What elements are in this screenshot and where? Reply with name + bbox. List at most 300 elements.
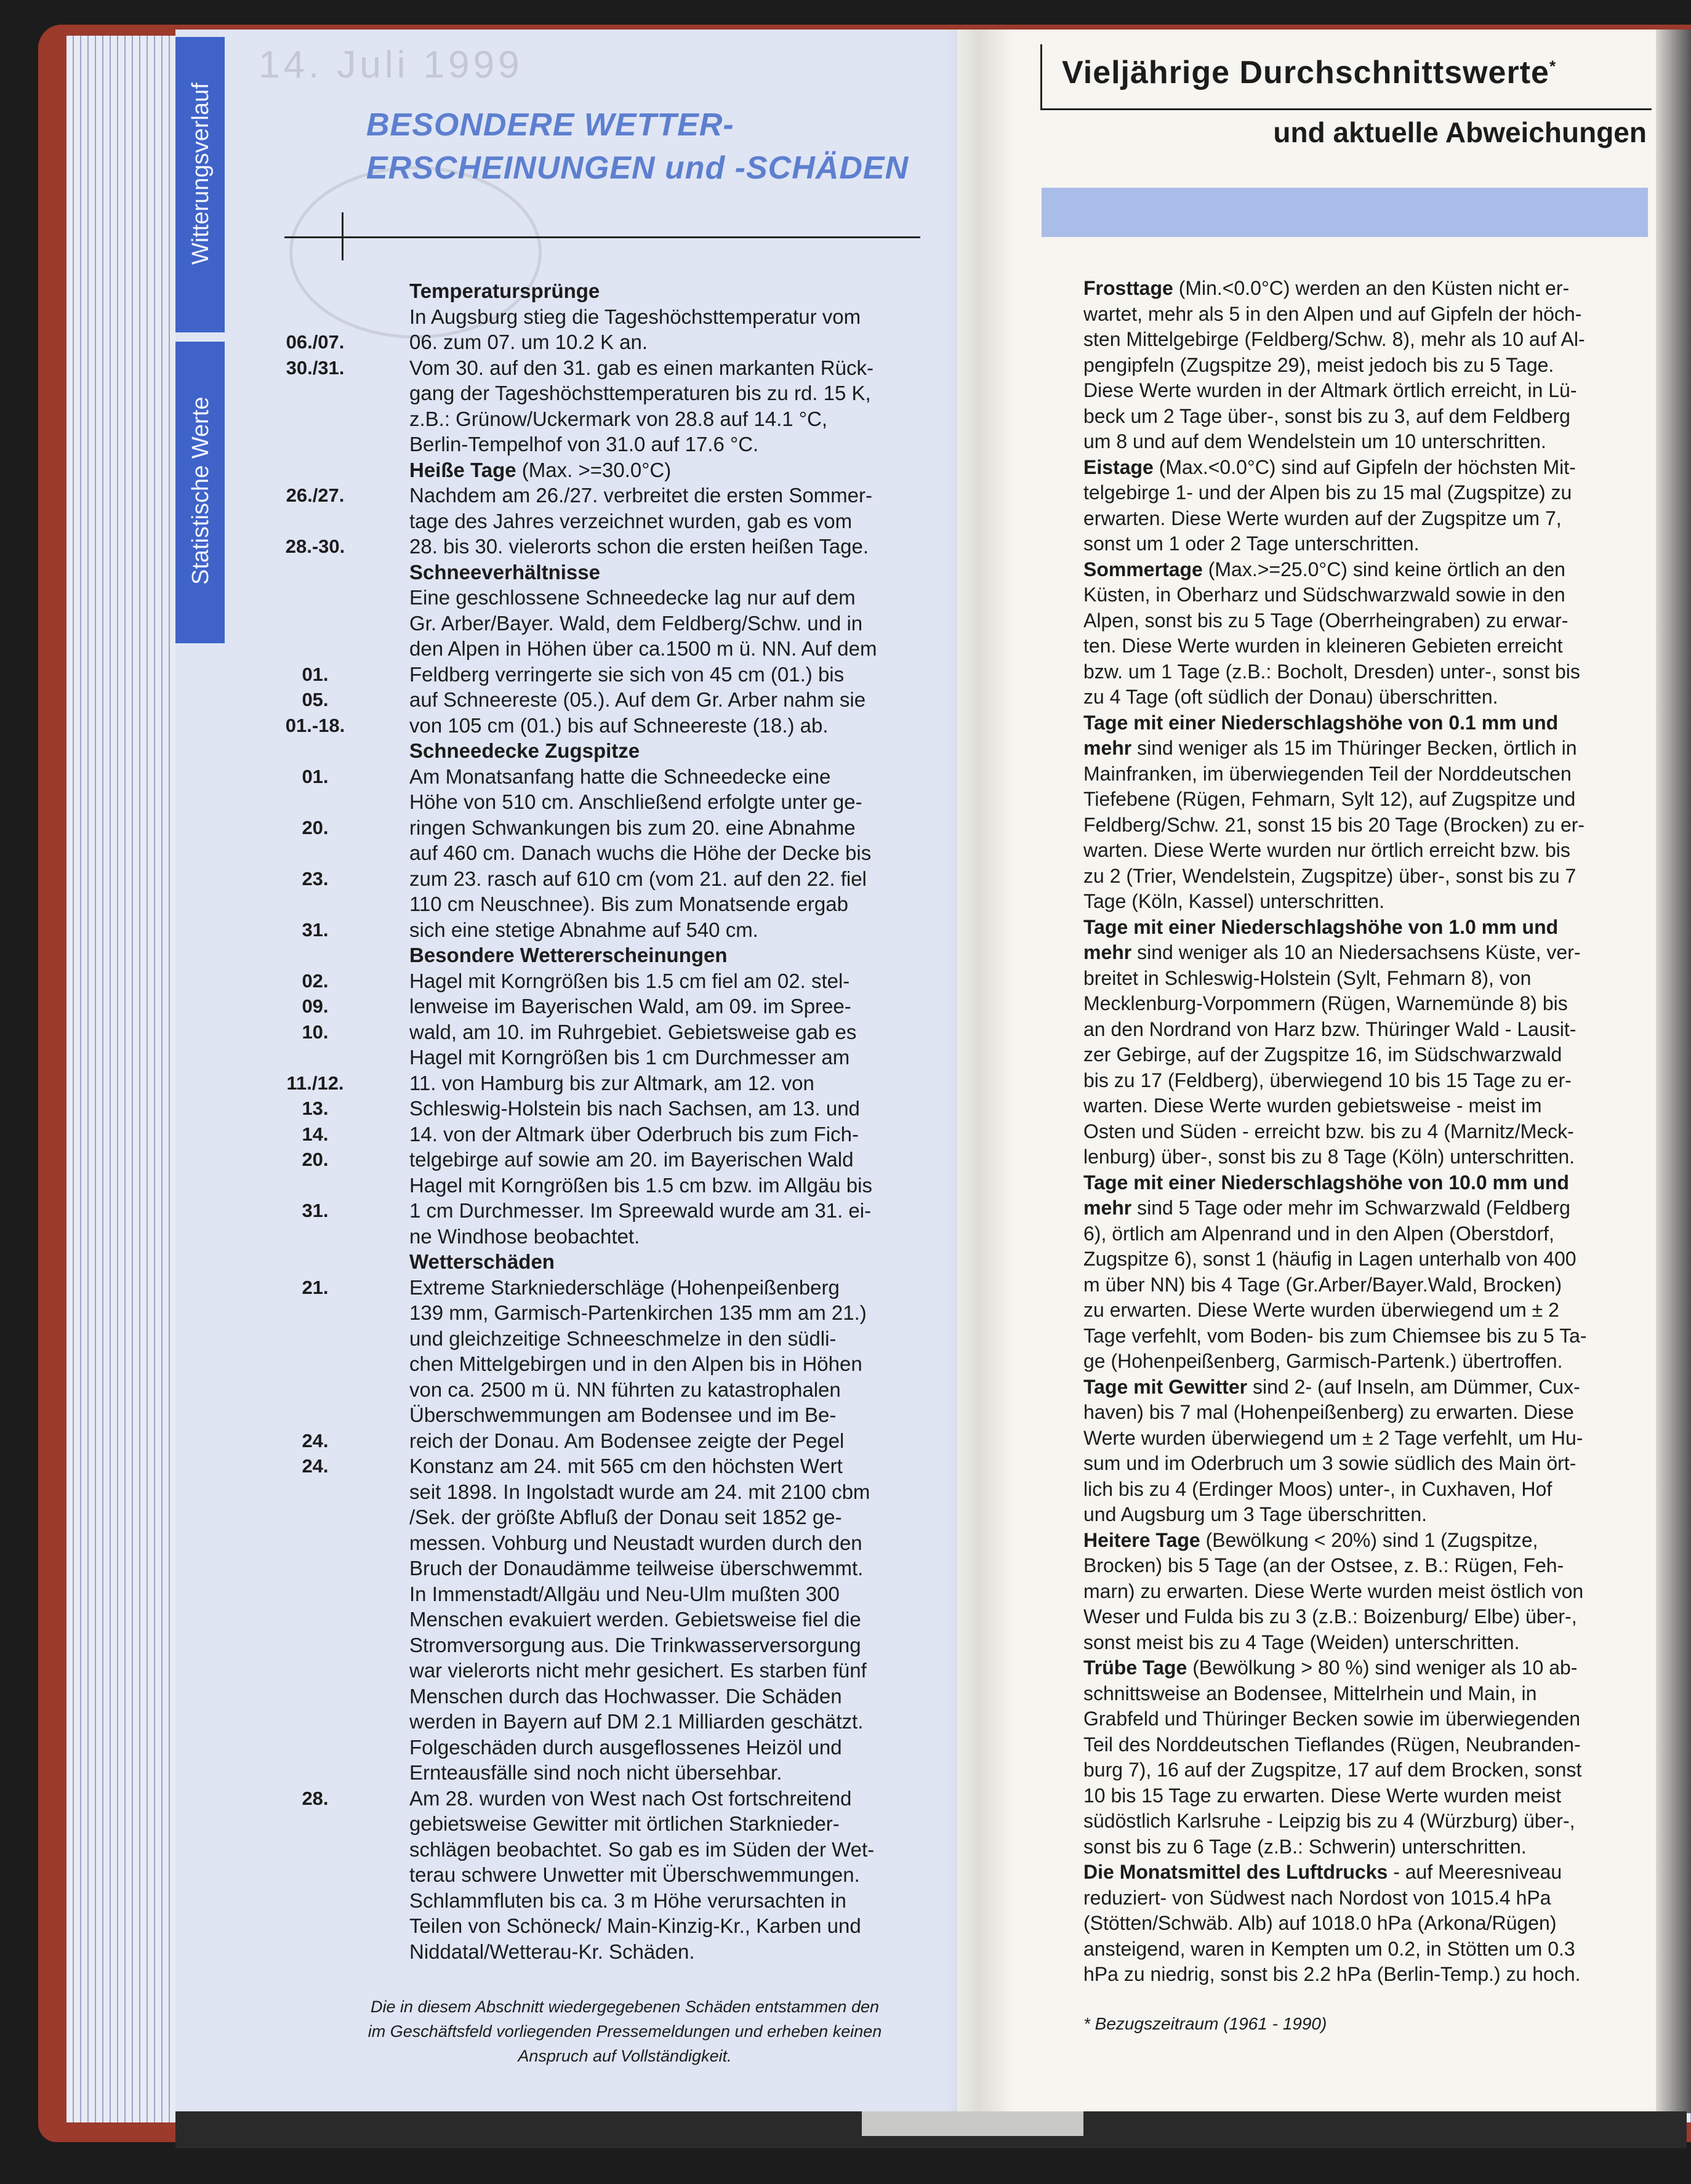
text-line: [1083, 506, 1613, 532]
entry-date: 01.-18.: [285, 714, 345, 736]
entry-text: [409, 611, 862, 636]
text-line: [1083, 1655, 1613, 1681]
entry-line: gang der Tageshöchsttemperaturen bis zu rd. 15 K,: [409, 382, 871, 404]
text-segment: burg 7), 16 auf der Zugspitze, 17 auf dem Brocken, sonst: [1083, 1759, 1582, 1781]
text-segment: warten. Diese Werte wurden gebietsweise - meist im: [1083, 1094, 1542, 1117]
term-label: Frosttage: [1083, 277, 1173, 299]
entry-line: Am Monatsanfang hatte die Schneedecke eine: [409, 765, 831, 788]
text-segment: 10 bis 15 Tage zu erwarten. Diese Werte wurden meist: [1083, 1784, 1562, 1807]
text-segment: Küsten, in Oberharz und Südschwarzwald sowie in den: [1083, 584, 1565, 606]
text-segment: - auf Meeresniveau: [1388, 1861, 1562, 1883]
text-segment: telgebirge 1- und der Alpen bis zu 15 mal (Zugspitze) zu: [1083, 481, 1572, 504]
text-line: [1083, 557, 1613, 583]
entry-date: 21.: [302, 1276, 329, 1298]
text-line: [1083, 685, 1613, 710]
text-segment: (Bewölkung < 20%) sind 1 (Zugspitze,: [1200, 1528, 1538, 1551]
text-segment: lenburg) über-, sonst bis zu 8 Tage (Köln) unterschritten.: [1083, 1146, 1575, 1168]
entry-text: [409, 713, 829, 739]
text-line: [1083, 659, 1613, 685]
entry-date: 26./27.: [286, 484, 345, 506]
entry-date: 06./07.: [286, 331, 345, 353]
entry-date: 09.: [302, 995, 329, 1017]
entry-line: In Augsburg stieg die Tageshöchsttemperatur vom: [409, 305, 861, 328]
section-heading-label: Besondere Wettererscheinungen: [409, 944, 728, 966]
entry-line: Feldberg verringerte sie sich von 45 cm (01.) bis: [409, 662, 845, 686]
entry-text: [409, 1275, 840, 1301]
entry-text: [409, 1709, 863, 1735]
text-line: [1083, 1937, 1613, 1962]
entry-text: [409, 968, 850, 994]
entry-text: [409, 866, 867, 892]
entry-text: [409, 1658, 867, 1684]
entry-text: [409, 304, 861, 330]
entry-text: [409, 1300, 867, 1326]
text-segment: (Max.<0.0°C) sind auf Gipfeln der höchsten Mit-: [1153, 456, 1576, 478]
text-segment: Feldberg/Schw. 21, sonst 15 bis 20 Tage (Brocken) zu er-: [1083, 813, 1585, 836]
entry-text: [409, 1402, 836, 1428]
term-label: Die Monatsmittel des Luftdrucks: [1083, 1861, 1388, 1883]
entry-line: zum 23. rasch auf 610 cm (vom 21. auf den 22. fiel: [409, 867, 867, 890]
heading-rule: [284, 236, 920, 238]
text-line: [1083, 991, 1613, 1017]
entry-date: 24.: [302, 1429, 329, 1451]
entry-text: [409, 1070, 814, 1096]
entry-text: [409, 840, 871, 866]
entry-line: 14. von der Altmark über Oderbruch bis zum Fich-: [409, 1122, 859, 1146]
section-heading: [409, 560, 600, 585]
entry-text: [409, 815, 856, 841]
entry-text: [409, 1837, 874, 1863]
entry-line: Menschen evakuiert werden. Gebietsweise fiel die: [409, 1608, 861, 1631]
text-segment: warten. Diese Werte wurden nur örtlich erreicht bzw. bis: [1083, 839, 1570, 861]
entry-text: [409, 406, 827, 432]
note-line: Die in diesem Abschnitt wiedergegebenen Schäden entstammen den: [370, 1997, 880, 2016]
note-line: Anspruch auf Vollständigkeit.: [518, 2047, 732, 2065]
entry-line: Teilen von Schöneck/ Main-Kinzig-Kr., Karben und: [409, 1914, 861, 1937]
text-line: [1083, 838, 1613, 864]
text-segment: und Augsburg um 3 Tage überschritten.: [1083, 1503, 1427, 1525]
entry-line: Hagel mit Korngrößen bis 1.5 cm bzw. im Allgäu bis: [409, 1173, 872, 1197]
text-segment: Mainfranken, im überwiegenden Teil der Norddeutschen: [1083, 762, 1572, 785]
text-segment: haven) bis 7 mal (Hohenpeißenberg) zu erwarten. Diese: [1083, 1401, 1574, 1423]
entry-line: werden in Bayern auf DM 2.1 Milliarden geschätzt.: [409, 1710, 864, 1733]
entry-text: [409, 1735, 842, 1760]
entry-line: 1 cm Durchmesser. Im Spreewald wurde am 31. ei-: [409, 1199, 872, 1222]
text-segment: sind weniger als 15 im Thüringer Becken, örtlich in: [1131, 737, 1577, 759]
text-segment: Grabfeld und Thüringer Becken sowie im überwiegenden: [1083, 1708, 1580, 1730]
text-segment: wartet, mehr als 5 in den Alpen und auf Gipfeln der höch-: [1083, 302, 1582, 325]
term-label: mehr: [1083, 737, 1132, 759]
entry-text: [409, 1096, 860, 1122]
entry-line: Am 28. wurden von West nach Ost fortschreitend: [409, 1786, 852, 1810]
text-line: [1083, 1144, 1613, 1170]
entry-date: 24.: [302, 1455, 329, 1477]
entry-line: chen Mittelgebirgen und in den Alpen bis in Höhen: [409, 1352, 862, 1375]
term-label: Tage mit einer Niederschlagshöhe von 1.0 mm und: [1083, 915, 1559, 938]
text-line: [1083, 1681, 1613, 1707]
text-segment: breitet in Schleswig-Holstein (Sylt, Fehmarn 8), von: [1083, 966, 1532, 989]
right-header-bar: [1042, 188, 1648, 237]
text-line: [1083, 1298, 1613, 1323]
left-heading-line: ERSCHEINUNGEN und -SCHÄDEN: [366, 150, 909, 186]
text-line: [1083, 1272, 1613, 1298]
text-line: [1083, 787, 1613, 813]
term-label: mehr: [1083, 941, 1132, 963]
entry-line: Eine geschlossene Schneedecke lag nur auf dem: [409, 586, 856, 609]
entry-line: lenweise im Bayerischen Wald, am 09. im Spree-: [409, 995, 851, 1018]
right-title: [1062, 54, 1556, 91]
entry-text: [409, 1913, 861, 1939]
text-segment: sonst bis zu 6 Tage (z.B.: Schwerin) unterschritten.: [1083, 1835, 1527, 1858]
text-line: [1083, 1757, 1613, 1783]
text-segment: 6), örtlich am Alpenrand und in den Alpen (Oberstdorf,: [1083, 1222, 1554, 1245]
text-segment: beck um 2 Tage über-, sonst bis zu 3, auf dem Feldberg: [1083, 404, 1570, 427]
text-line: [1083, 889, 1613, 915]
text-segment: an den Nordrand von Harz bzw. Thüringer Wald - Lausit-: [1083, 1018, 1577, 1040]
right-title-text: Vieljährige Durchschnittswerte: [1062, 55, 1549, 90]
entry-text: [409, 1607, 861, 1632]
text-line: [1083, 966, 1613, 992]
section-heading: [409, 1249, 555, 1275]
text-line: [1083, 1093, 1613, 1119]
section-heading: [409, 738, 640, 764]
entry-text: [409, 1504, 842, 1530]
text-line: [1083, 710, 1613, 736]
entry-text: [409, 764, 830, 790]
text-line: [1083, 1170, 1613, 1196]
text-line: [1083, 1119, 1613, 1145]
entry-text: [409, 1581, 840, 1607]
entry-line: z.B.: Grünow/Uckermark von 28.8 auf 14.1 °C,: [409, 407, 827, 430]
entry-line: Höhe von 510 cm. Anschließend erfolgte unter ge-: [409, 790, 862, 813]
entry-line: 11. von Hamburg bis zur Altmark, am 12. von: [409, 1071, 814, 1094]
entry-line: von ca. 2500 m ü. NN führten zu katastrophalen: [409, 1378, 841, 1401]
entry-text: [409, 329, 648, 355]
entry-line: 28. bis 30. vielerorts schon die ersten heißen Tage.: [409, 535, 869, 558]
text-segment: zu 2 (Trier, Wendelstein, Zugspitze) über-, sonst bis zu 7: [1083, 864, 1577, 887]
text-segment: Weser und Fulda bis zu 3 (z.B.: Boizenburg/ Elbe) über-,: [1083, 1605, 1577, 1628]
entry-line: ne Windhose beobachtet.: [409, 1224, 640, 1248]
bottom-tab: [862, 2111, 1083, 2136]
entry-date: 05.: [302, 689, 329, 710]
section-heading-label: Schneedecke Zugspitze: [409, 739, 640, 762]
text-line: [1083, 1502, 1613, 1528]
term-label: mehr: [1083, 1197, 1132, 1219]
text-line: [1083, 1195, 1613, 1221]
text-segment: Tage verfehlt, vom Boden- bis zum Chiemsee bis zu 5 Ta-: [1083, 1324, 1587, 1347]
text-line: [1083, 761, 1613, 787]
left-heading-line: BESONDERE WETTER-: [366, 107, 734, 143]
entry-line: ringen Schwankungen bis zum 20. eine Abnahme: [409, 816, 856, 839]
entry-date: 01.: [302, 663, 329, 685]
text-line: [1083, 1860, 1613, 1885]
text-segment: Tiefebene (Rügen, Fehmarn, Sylt 12), auf Zugspitze und: [1083, 788, 1576, 810]
entry-date: 31.: [302, 918, 329, 941]
text-segment: hPa zu niedrig, sonst bis 2.2 hPa (Berlin-Temp.) zu hoch.: [1083, 1963, 1581, 1985]
entry-line: Nachdem am 26./27. verbreitet die ersten Sommer-: [409, 484, 872, 507]
right-text: [1083, 276, 1613, 1988]
text-segment: ten. Diese Werte wurden in kleineren Gebieten erreicht: [1083, 635, 1563, 657]
entry-text: [409, 789, 862, 815]
entry-date: 30./31.: [286, 356, 345, 379]
term-label: Tage mit einer Niederschlagshöhe von 0.1 mm und: [1083, 711, 1559, 734]
entry-line: Überschwemmungen am Bodensee und im Be-: [409, 1403, 837, 1426]
entry-date: 23.: [302, 867, 329, 889]
entry-text: [409, 1556, 863, 1581]
text-segment: reduziert- von Südwest nach Nordost von 1015.4 hPa: [1083, 1886, 1551, 1909]
text-line: [1083, 1911, 1613, 1937]
entry-line: tage des Jahres verzeichnet wurden, gab es vom: [409, 509, 853, 532]
entry-line: sich eine stetige Abnahme auf 540 cm.: [409, 918, 758, 941]
entry-text: [409, 534, 869, 560]
entry-text: [409, 1888, 846, 1914]
text-segment: sind 2- (auf Inseln, am Dümmer, Cux-: [1247, 1375, 1580, 1398]
text-segment: sonst um 1 oder 2 Tage unterschritten.: [1083, 532, 1420, 555]
text-line: [1083, 633, 1613, 659]
section-heading: [409, 457, 671, 483]
text-segment: um 8 und auf dem Wendelstein um 10 unterschritten.: [1083, 430, 1546, 452]
text-line: [1083, 531, 1613, 557]
text-line: [1083, 480, 1613, 506]
section-heading-label: Heiße Tage: [409, 458, 516, 481]
term-label: Tage mit einer Niederschlagshöhe von 10.0 mm und: [1083, 1171, 1569, 1194]
entry-text: [409, 585, 856, 611]
entry-date: 31.: [302, 1200, 329, 1221]
term-label: Trübe Tage: [1083, 1656, 1187, 1679]
term-label: Tage mit Gewitter: [1083, 1375, 1248, 1398]
entry-date: 28.-30.: [285, 536, 345, 557]
text-segment: ge (Hohenpeißenberg, Garmisch-Partenk.) übertroffen.: [1083, 1350, 1563, 1372]
text-segment: (Stötten/Schwäb. Alb) auf 1018.0 hPa (Arkona/Rügen): [1083, 1912, 1557, 1934]
text-segment: (Bewölkung > 80 %) sind weniger als 10 ab-: [1187, 1656, 1578, 1679]
entry-line: telgebirge auf sowie am 20. im Bayerischen Wald: [409, 1148, 854, 1171]
text-line: [1083, 1247, 1613, 1272]
entry-line: war vielerorts nicht mehr gesichert. Es starben fünf: [409, 1659, 867, 1682]
entry-line: Hagel mit Korngrößen bis 1.5 cm fiel am 02. stel-: [409, 969, 850, 992]
entry-text: [409, 994, 851, 1019]
section-heading-label: Wetterschäden: [409, 1250, 555, 1273]
page-fold-shadow: [945, 30, 1013, 2113]
term-label: Heitere Tage: [1083, 1528, 1200, 1551]
text-segment: Mecklenburg-Vorpommern (Rügen, Warnemünde 8) bis: [1083, 992, 1568, 1014]
entry-text: [409, 917, 758, 943]
text-line: [1083, 353, 1613, 379]
text-line: [1083, 1604, 1613, 1630]
entry-text: [409, 1147, 853, 1173]
text-line: [1083, 1221, 1613, 1247]
entry-line: Menschen durch das Hochwasser. Die Schäden: [409, 1684, 842, 1708]
entry-line: reich der Donau. Am Bodensee zeigte der Pegel: [409, 1429, 845, 1452]
text-segment: bzw. um 1 Tage (z.B.: Bocholt, Dresden) unter-, sonst bis: [1083, 660, 1580, 683]
entry-line: Berlin-Tempelhof von 31.0 auf 17.6 °C.: [409, 433, 759, 456]
text-segment: Osten und Süden - erreicht bzw. bis zu 4 (Marnitz/Meck-: [1083, 1120, 1574, 1142]
text-segment: sonst meist bis zu 4 Tage (Weiden) unterschritten.: [1083, 1631, 1520, 1653]
entry-line: von 105 cm (01.) bis auf Schneereste (18.) ab.: [409, 713, 829, 737]
entry-line: auf 460 cm. Danach wuchs die Höhe der Decke bis: [409, 841, 872, 864]
entry-text: [409, 1760, 782, 1786]
right-page-edge: [1656, 30, 1691, 2113]
text-line: [1083, 1706, 1613, 1732]
entry-line: Vom 30. auf den 31. gab es einen markanten Rück-: [409, 356, 874, 379]
entry-text: [409, 1786, 851, 1812]
text-line: [1083, 429, 1613, 455]
entry-line: Niddatal/Wetterau-Kr. Schäden.: [409, 1940, 695, 1963]
entry-line: schlägen beobachtet. So gab es im Süden der Wet-: [409, 1837, 875, 1861]
entry-line: terau schwere Unwetter mit Überschwemmungen.: [409, 1863, 860, 1886]
entry-date: 20.: [302, 816, 329, 838]
entry-date: 02.: [302, 970, 329, 992]
text-line: [1083, 1042, 1613, 1068]
entry-text: [409, 1377, 841, 1403]
left-heading: [366, 103, 909, 190]
entry-line: Hagel mit Korngrößen bis 1 cm Durchmesser am: [409, 1046, 850, 1069]
text-line: [1083, 608, 1613, 634]
text-segment: ansteigend, waren in Kempten um 0.2, in Stötten um 0.3: [1083, 1937, 1575, 1960]
entry-text: [409, 1045, 850, 1070]
text-line: [1083, 1579, 1613, 1605]
entry-text: [409, 1453, 843, 1479]
text-line: [1083, 1732, 1613, 1758]
text-line: [1083, 1323, 1613, 1349]
entry-text: [409, 1632, 861, 1658]
entry-text: [409, 432, 758, 457]
text-line: [1083, 1400, 1613, 1426]
entry-text: [409, 662, 844, 688]
text-segment: (Min.<0.0°C) werden an den Küsten nicht er-: [1173, 277, 1570, 299]
entry-text: [409, 483, 872, 508]
text-segment: zu 4 Tage (oft südlich der Donau) überschritten.: [1083, 686, 1498, 708]
text-line: [1083, 1068, 1613, 1094]
text-line: [1083, 455, 1613, 481]
entry-line: messen. Vohburg und Neustadt wurden durch den: [409, 1531, 862, 1554]
text-line: [1083, 1630, 1613, 1656]
entry-date: 10.: [302, 1021, 329, 1043]
entry-text: [409, 1198, 871, 1224]
text-line: [1083, 1834, 1613, 1860]
text-line: [1083, 940, 1613, 966]
text-line: [1083, 378, 1613, 404]
text-segment: bis zu 17 (Feldberg), überwiegend 10 bis 15 Tage zu er-: [1083, 1069, 1572, 1091]
term-label: Sommertage: [1083, 558, 1203, 580]
title-footnote-mark: *: [1549, 57, 1557, 76]
text-line: [1083, 736, 1613, 761]
entry-text: [409, 687, 866, 713]
text-segment: sind 5 Tage oder mehr im Schwarzwald (Feldberg: [1131, 1197, 1570, 1219]
entry-line: Extreme Starkniederschläge (Hohenpeißenberg: [409, 1275, 840, 1299]
footnote: * Bezugszeitraum (1961 - 1990): [1083, 2014, 1327, 2033]
text-segment: Tage (Köln, Kassel) unterschritten.: [1083, 890, 1385, 912]
entry-line: /Sek. der größte Abfluß der Donau seit 1852 ge-: [409, 1506, 842, 1528]
entry-text: [409, 1326, 836, 1352]
section-heading-label: Temperatursprünge: [409, 279, 600, 302]
text-segment: (Max.>=25.0°C) sind keine örtlich an den: [1202, 558, 1565, 580]
text-segment: Diese Werte wurden in der Altmark örtlich erreicht, in Lü-: [1083, 379, 1577, 401]
text-line: [1083, 864, 1613, 889]
text-segment: Teil des Norddeutschen Tieflandes (Rügen, Neubranden-: [1083, 1733, 1581, 1756]
entry-line: gebietsweise Gewitter mit örtlichen Starknieder-: [409, 1812, 840, 1835]
text-line: [1083, 276, 1613, 302]
right-subtitle: und aktuelle Abweichungen: [1273, 116, 1647, 148]
text-line: [1083, 1477, 1613, 1503]
text-line: [1083, 1451, 1613, 1477]
entry-date: 01.: [302, 765, 329, 787]
text-segment: lich bis zu 4 (Erdinger Moos) unter-, in Cuxhaven, Hof: [1083, 1477, 1552, 1500]
entry-date: 13.: [302, 1098, 329, 1119]
text-segment: südöstlich Karlsruhe - Leipzig bis zu 4 (Würzburg) über-,: [1083, 1810, 1575, 1832]
entry-line: und gleichzeitige Schneeschmelze in den südli-: [409, 1327, 837, 1350]
entry-line: auf Schneereste (05.). Auf dem Gr. Arber nahm sie: [409, 688, 866, 711]
entry-text: [409, 1224, 640, 1250]
text-segment: sum und im Oderbruch um 3 sowie südlich des Main ört-: [1083, 1452, 1577, 1474]
entry-text: [409, 1684, 842, 1709]
text-segment: Werte wurden überwiegend um ± 2 Tage verfehlt, um Hu-: [1083, 1426, 1583, 1449]
text-segment: m über NN) bis 4 Tage (Gr.Arber/Bayer.Wald, Brocken): [1083, 1273, 1562, 1296]
text-segment: pengipfeln (Zugspitze 29), meist jedoch bis zu 5 Tage.: [1083, 353, 1554, 376]
entry-date: 28.: [302, 1787, 329, 1809]
entry-text: [409, 1351, 862, 1377]
text-line: [1083, 1783, 1613, 1809]
entry-line: Stromversorgung aus. Die Trinkwasserversorgung: [409, 1633, 861, 1656]
section-heading-label: Schneeverhältnisse: [409, 560, 600, 584]
text-line: [1083, 1962, 1613, 1988]
text-line: [1083, 582, 1613, 608]
text-segment: sind weniger als 10 an Niedersachsens Küste, ver-: [1131, 941, 1581, 963]
text-line: [1083, 1809, 1613, 1834]
entry-text: [409, 1173, 872, 1198]
text-line: [1083, 1375, 1613, 1400]
crosshair-mark: [342, 212, 343, 260]
text-line: [1083, 1426, 1613, 1451]
note-line: im Geschäftsfeld vorliegenden Pressemeldungen und erheben keinen: [368, 2022, 882, 2041]
entry-text: [409, 636, 877, 662]
text-line: [1083, 1528, 1613, 1554]
text-segment: Zugspitze 6), sonst 1 (häufig in Lagen unterhalb von 400: [1083, 1248, 1577, 1270]
source-note: [320, 1994, 930, 2068]
text-line: [1083, 813, 1613, 838]
entry-text: [409, 1122, 859, 1147]
entry-line: Ernteausfälle sind noch nicht übersehbar.: [409, 1761, 782, 1784]
tab-label-statistische-werte: Statistische Werte: [188, 396, 214, 585]
entry-line: 139 mm, Garmisch-Partenkirchen 135 mm am 21.): [409, 1301, 867, 1324]
entry-line: Bruch der Donaudämme teilweise überschwemmt.: [409, 1557, 864, 1580]
text-segment: schnittsweise an Bodensee, Mittelrhein und Main, in: [1083, 1682, 1537, 1704]
text-segment: Alpen, sonst bis zu 5 Tage (Oberrheingraben) zu erwar-: [1083, 609, 1568, 632]
entry-line: den Alpen in Höhen über ca.1500 m ü. NN. Auf dem: [409, 637, 877, 660]
section-heading: [409, 278, 600, 304]
entry-text: [409, 355, 874, 381]
entry-line: Folgeschäden durch ausgeflossenes Heizöl und: [409, 1735, 842, 1759]
entry-text: [409, 891, 848, 917]
entry-line: Konstanz am 24. mit 565 cm den höchsten Wert: [409, 1455, 843, 1477]
text-segment: Brocken) bis 5 Tage (an der Ostsee, z. B.: Rügen, Feh-: [1083, 1554, 1564, 1576]
text-line: [1083, 1349, 1613, 1375]
text-line: [1083, 915, 1613, 941]
entry-date: 11./12.: [286, 1072, 344, 1094]
text-segment: marn) zu erwarten. Diese Werte wurden meist östlich von: [1083, 1580, 1584, 1602]
entry-line: Schlammfluten bis ca. 3 m Höhe verursachten in: [409, 1889, 846, 1912]
entry-date: 14.: [302, 1123, 329, 1145]
text-line: [1083, 1553, 1613, 1579]
text-line: [1083, 1885, 1613, 1911]
text-line: [1083, 1017, 1613, 1043]
entry-date: 20.: [302, 1149, 329, 1170]
entry-line: wald, am 10. im Ruhrgebiet. Gebietsweise gab es: [409, 1020, 857, 1043]
section-heading: [409, 942, 728, 968]
entry-line: 110 cm Neuschnee). Bis zum Monatsende ergab: [409, 893, 848, 915]
entry-text: [409, 1862, 860, 1888]
entry-text: [409, 1428, 844, 1454]
entry-text: [409, 1811, 840, 1837]
